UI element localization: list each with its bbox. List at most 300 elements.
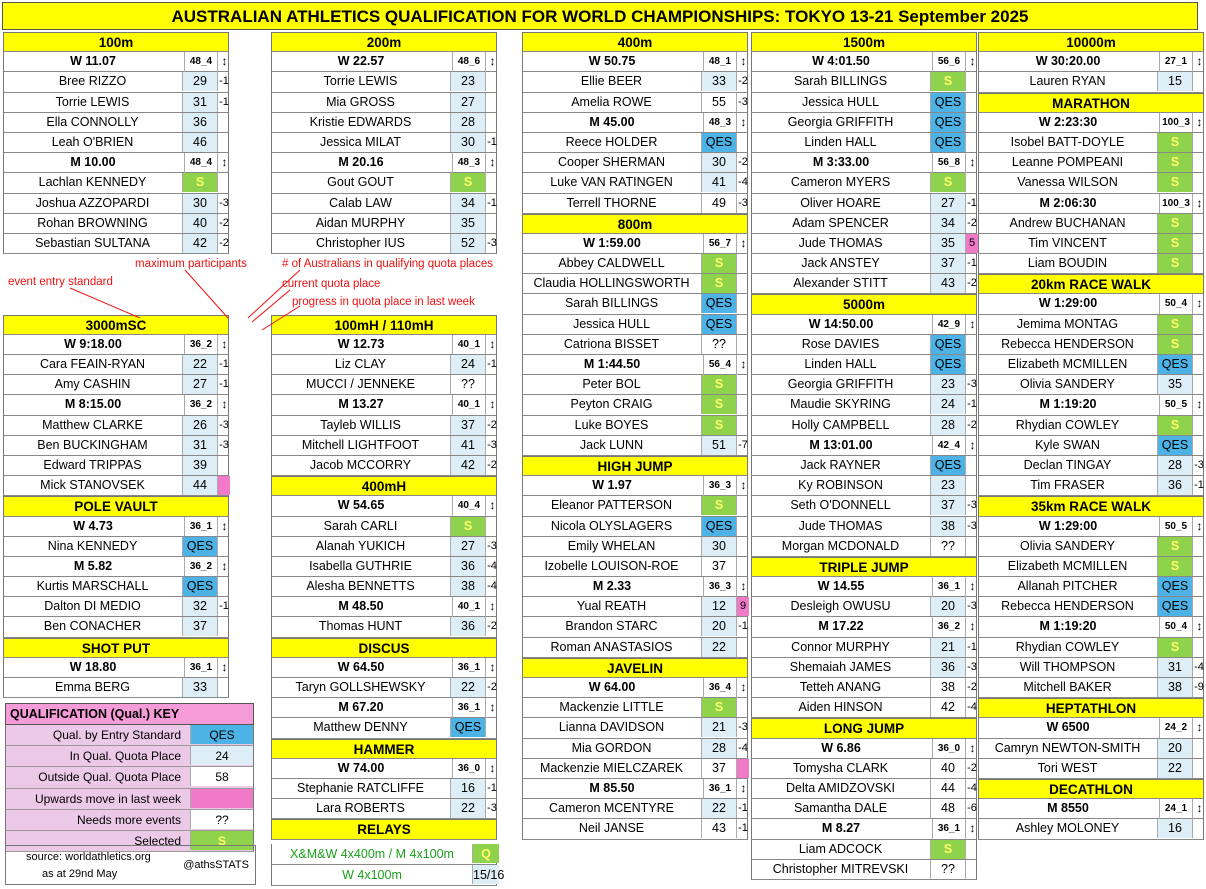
annotation-progress: progress in quota place in last week	[292, 296, 475, 308]
event-header: HAMMER	[271, 739, 497, 759]
qual-status: 37	[182, 617, 217, 636]
athlete-row	[3, 577, 229, 597]
athlete-name: Jack LUNN	[579, 437, 644, 452]
quota-move	[1192, 72, 1205, 91]
athlete-row	[522, 173, 748, 193]
updown-icon: ↕	[485, 335, 499, 355]
qual-status: 27	[930, 194, 965, 213]
event-header: POLE VAULT	[3, 496, 229, 516]
updown-icon: ↕	[736, 678, 750, 698]
athlete-row	[751, 395, 977, 415]
event-header: 5000m	[751, 294, 977, 314]
key-row	[5, 746, 254, 767]
athlete-name: Linden HALL	[804, 134, 877, 149]
entry-standard: W 64.50	[337, 659, 385, 674]
qual-status: 20	[701, 617, 736, 636]
athlete-row	[751, 355, 977, 375]
qual-status: QES	[930, 456, 965, 475]
entry-standard: W 50.75	[588, 54, 636, 69]
entry-standard: W 6.86	[821, 740, 861, 755]
athlete-row	[3, 355, 229, 375]
quota-code: 36_0	[932, 739, 965, 759]
quota-code: 36_2	[184, 557, 217, 577]
quota-move: -1	[736, 819, 749, 838]
athlete-name: Sarah CARLI	[323, 518, 398, 533]
athlete-row	[751, 496, 977, 516]
athlete-row	[978, 537, 1204, 557]
qual-status: ??	[930, 537, 965, 556]
quota-code: 24_2	[1159, 718, 1192, 738]
athlete-name: Bree RIZZO	[58, 74, 127, 89]
athlete-name: Luke BOYES	[574, 417, 649, 432]
quota-move: -2	[965, 678, 978, 697]
quota-move: -9	[1192, 678, 1205, 697]
quota-code: 56_7	[703, 234, 736, 254]
athlete-name: Amelia ROWE	[571, 94, 652, 109]
athlete-name: Thomas HUNT	[318, 619, 403, 634]
qual-status: 28	[701, 739, 736, 758]
qual-status: 22	[1157, 759, 1192, 778]
athlete-name: Declan TINGAY	[1023, 457, 1112, 472]
updown-icon: ↕	[1192, 52, 1206, 72]
athlete-row	[3, 617, 229, 637]
standard-row	[751, 153, 977, 173]
quota-move	[1192, 133, 1205, 152]
athlete-row	[978, 759, 1204, 779]
qual-status: 16	[1157, 819, 1192, 838]
standard-row	[978, 617, 1204, 637]
standard-row	[751, 819, 977, 839]
athlete-name: Brandon STARC	[565, 619, 658, 634]
updown-icon: ↕	[217, 395, 231, 415]
quota-move: -2	[736, 72, 749, 91]
qual-status: 42	[182, 234, 217, 253]
athlete-name: Liam ADCOCK	[798, 841, 883, 856]
relay-row	[271, 844, 497, 865]
entry-standard: M 8.27	[821, 821, 861, 836]
athlete-row	[978, 335, 1204, 355]
qual-status: S	[930, 840, 965, 859]
athlete-name: Mitchell LIGHTFOOT	[301, 437, 420, 452]
quota-code: 50_4	[1159, 617, 1192, 637]
quota-move: -2	[965, 214, 978, 233]
qual-status: S	[450, 173, 485, 192]
athlete-row	[751, 779, 977, 799]
athlete-row	[522, 153, 748, 173]
athlete-row	[3, 597, 229, 617]
qual-status: 37	[701, 759, 736, 778]
quota-move: -3	[736, 718, 749, 737]
athlete-row	[751, 698, 977, 718]
quota-move: -4	[485, 557, 498, 576]
standard-row	[978, 194, 1204, 214]
event-header: SHOT PUT	[3, 638, 229, 658]
athlete-row	[522, 759, 748, 779]
quota-move	[1192, 819, 1205, 838]
quota-move: -1	[217, 375, 230, 394]
standard-row	[978, 799, 1204, 819]
athlete-name: Luke VAN RATINGEN	[550, 175, 673, 190]
athlete-row	[522, 194, 748, 214]
athlete-name: Calab LAW	[329, 195, 392, 210]
qual-status: 33	[701, 72, 736, 91]
athlete-row	[751, 517, 977, 537]
qual-status: 40	[930, 759, 965, 778]
athlete-row	[751, 537, 977, 557]
athlete-row	[978, 173, 1204, 193]
quota-move	[736, 537, 749, 556]
quota-move: -6	[965, 799, 978, 818]
athlete-row	[271, 517, 497, 537]
athlete-name: Ashley MOLONEY	[1015, 821, 1120, 836]
standard-row	[522, 779, 748, 799]
athlete-name: Cameron MCENTYRE	[548, 801, 675, 816]
athlete-name: Ellie BEER	[580, 74, 643, 89]
updown-icon: ↕	[736, 577, 750, 597]
key-label: Qual. by Entry Standard	[52, 728, 181, 742]
quota-move	[1192, 315, 1205, 334]
event-header: 400mH	[271, 476, 497, 496]
updown-icon: ↕	[485, 597, 499, 617]
quota-move: -2	[736, 153, 749, 172]
athlete-row	[522, 274, 748, 294]
athlete-row	[522, 93, 748, 113]
qual-status: 46	[182, 133, 217, 152]
quota-move	[485, 517, 498, 536]
standard-row	[522, 355, 748, 375]
athlete-name: Aiden HINSON	[798, 700, 883, 715]
athlete-name: Izobelle LOUISON-ROE	[544, 558, 679, 573]
qual-status: 28	[1157, 456, 1192, 475]
qual-status: S	[1157, 537, 1192, 556]
athlete-row	[978, 557, 1204, 577]
quota-move: 9	[736, 597, 749, 616]
qual-status: QES	[701, 517, 736, 536]
quota-move	[485, 718, 498, 737]
athlete-name: Jessica HULL	[572, 316, 651, 331]
quota-code: 36_2	[184, 335, 217, 355]
athlete-name: Lara ROBERTS	[316, 801, 405, 816]
athlete-name: Abbey CALDWELL	[558, 256, 665, 271]
entry-standard: W 18.80	[69, 659, 117, 674]
athlete-name: Cooper SHERMAN	[558, 155, 665, 170]
athlete-row	[522, 436, 748, 456]
standard-row	[522, 234, 748, 254]
athlete-name: Aidan MURPHY	[315, 215, 406, 230]
qual-status: 36	[450, 557, 485, 576]
athlete-name: Adam SPENCER	[792, 215, 889, 230]
standard-row	[522, 52, 748, 72]
athlete-row	[751, 72, 977, 92]
entry-standard: M 8550	[1047, 801, 1089, 816]
relay-label: W 4x100m	[342, 868, 402, 883]
athlete-row	[751, 113, 977, 133]
athlete-name: Oliver HOARE	[800, 195, 881, 210]
athlete-name: Claudia HOLLINGSWORTH	[533, 276, 690, 291]
qual-status: S	[1157, 557, 1192, 576]
athlete-name: Connor MURPHY	[791, 639, 890, 654]
qual-status: 36	[450, 617, 485, 636]
quota-move	[965, 355, 978, 374]
athlete-row	[978, 476, 1204, 496]
quota-move	[736, 557, 749, 576]
athlete-name: Rhydian COWLEY	[1015, 417, 1120, 432]
updown-icon: ↕	[1192, 617, 1206, 637]
event-header: 1500m	[751, 32, 977, 52]
athlete-name: Andrew BUCHANAN	[1009, 215, 1126, 230]
qual-status: QES	[701, 294, 736, 313]
athlete-row	[271, 537, 497, 557]
quota-move	[1192, 234, 1205, 253]
updown-icon: ↕	[965, 153, 979, 173]
event-header: 35km RACE WALK	[978, 496, 1204, 516]
relay-row	[271, 865, 505, 886]
standard-row	[978, 294, 1204, 314]
athlete-row	[978, 133, 1204, 153]
athlete-row	[978, 254, 1204, 274]
entry-standard: M 48.50	[338, 599, 384, 614]
updown-icon: ↕	[485, 759, 499, 779]
athlete-name: Linden HALL	[804, 357, 877, 371]
quota-code: 36_1	[932, 577, 965, 597]
standard-row	[3, 395, 229, 415]
quota-code: 42_4	[932, 436, 965, 456]
entry-standard: W 4.73	[73, 518, 113, 533]
qual-status: QES	[1157, 597, 1192, 616]
athlete-name: Tim VINCENT	[1028, 235, 1107, 250]
event-header: HIGH JUMP	[522, 456, 748, 476]
athlete-name: Peter BOL	[582, 377, 641, 392]
qual-status: 38	[930, 678, 965, 697]
athlete-row	[271, 416, 497, 436]
quota-code: 36_1	[184, 517, 217, 537]
quota-move: -2	[217, 214, 230, 233]
key-sample: 24	[190, 746, 253, 765]
athlete-name: Mick STANOVSEK	[40, 478, 145, 493]
updown-icon: ↕	[1192, 799, 1206, 819]
quota-move: -4	[736, 173, 749, 192]
athlete-name: Roman ANASTASIOS	[550, 639, 673, 654]
athlete-name: Isobel BATT-DOYLE	[1010, 134, 1125, 149]
athlete-name: Jack RAYNER	[800, 457, 881, 472]
relays-table	[271, 844, 505, 886]
athlete-row	[271, 375, 497, 395]
key-sample: 58	[190, 767, 253, 786]
quota-move	[965, 537, 978, 556]
qual-status: ??	[701, 335, 736, 354]
standard-row	[3, 557, 229, 577]
qual-status: 22	[701, 799, 736, 818]
qual-status: 31	[182, 436, 217, 455]
athlete-row	[271, 577, 497, 597]
qual-status: 33	[182, 678, 217, 697]
qual-status: 20	[1157, 739, 1192, 758]
entry-standard: M 2.33	[592, 579, 632, 594]
athlete-row	[271, 355, 497, 375]
quota-move	[1192, 173, 1205, 192]
athlete-name: MUCCI / JENNEKE	[305, 377, 416, 392]
qual-status: QES	[930, 133, 965, 152]
athlete-row	[3, 375, 229, 395]
source-text: source: worldathletics.org	[26, 851, 151, 863]
quota-move	[1192, 759, 1205, 778]
athlete-name: Liz CLAY	[334, 357, 387, 371]
quota-move: -3	[217, 194, 230, 213]
athlete-row	[522, 617, 748, 637]
quota-code: 50_5	[1159, 395, 1192, 415]
event-header: DISCUS	[271, 638, 497, 658]
updown-icon: ↕	[217, 557, 231, 577]
athlete-name: Leanne POMPEANI	[1011, 155, 1124, 170]
standard-row	[978, 395, 1204, 415]
qual-status: 23	[450, 72, 485, 91]
qual-status: 20	[930, 597, 965, 616]
athlete-row	[978, 819, 1204, 839]
key-sample: S	[190, 831, 253, 850]
entry-standard: M 1:19:20	[1039, 619, 1097, 634]
athlete-row	[522, 395, 748, 415]
quota-code: 56_8	[932, 153, 965, 173]
athlete-name: Jack ANSTEY	[801, 256, 880, 271]
entry-standard: M 13.27	[338, 397, 384, 412]
athlete-row	[3, 436, 229, 456]
updown-icon: ↕	[485, 52, 499, 72]
updown-icon: ↕	[217, 153, 231, 173]
standard-row	[751, 577, 977, 597]
athlete-row	[751, 254, 977, 274]
athlete-row	[522, 335, 748, 355]
athlete-name: Sebastian SULTANA	[35, 235, 150, 250]
athlete-name: Reece HOLDER	[565, 134, 658, 149]
qual-status: 40	[182, 214, 217, 233]
event-header: JAVELIN	[522, 658, 748, 678]
qual-status: 43	[701, 819, 736, 838]
quota-move: -2	[965, 759, 978, 778]
quota-move	[965, 113, 978, 132]
entry-standard: M 10.00	[70, 155, 116, 170]
athlete-name: Samantha DALE	[793, 801, 888, 816]
entry-standard: M 45.00	[589, 114, 635, 129]
qual-status: 49	[701, 194, 736, 213]
entry-standard: W 30:20.00	[1035, 54, 1101, 69]
quota-code: 36_1	[452, 658, 485, 678]
athlete-name: Seth O'DONNELL	[790, 498, 891, 513]
event-header: 20km RACE WALK	[978, 274, 1204, 294]
entry-standard: M 20.16	[338, 155, 384, 170]
qual-status: 42	[930, 698, 965, 717]
event-header: MARATHON	[978, 93, 1204, 113]
quota-move: -4	[965, 698, 978, 717]
qual-status: S	[182, 173, 217, 192]
athlete-name: Isabella GUTHRIE	[309, 558, 412, 573]
qual-status: 35	[450, 214, 485, 233]
quota-move: -1	[217, 597, 230, 616]
updown-icon: ↕	[217, 335, 231, 355]
athlete-row	[751, 678, 977, 698]
athlete-row	[522, 416, 748, 436]
athlete-row	[522, 597, 748, 617]
qual-status: 12	[701, 597, 736, 616]
athlete-name: Shemaiah JAMES	[789, 659, 892, 674]
quota-code: 48_3	[703, 113, 736, 133]
entry-standard: W 74.00	[337, 760, 385, 775]
athlete-name: Desleigh OWUSU	[790, 599, 891, 614]
updown-icon: ↕	[736, 113, 750, 133]
qual-status: 15	[1157, 72, 1192, 91]
key-label: Upwards move in last week	[34, 791, 181, 806]
athlete-row	[522, 315, 748, 335]
quota-move: -1	[965, 254, 978, 273]
updown-icon: ↕	[485, 698, 499, 718]
athlete-name: Ky ROBINSON	[798, 478, 883, 493]
athlete-row	[751, 597, 977, 617]
standard-row	[751, 436, 977, 456]
quota-move	[736, 416, 749, 435]
athlete-row	[271, 456, 497, 476]
updown-icon: ↕	[965, 52, 979, 72]
athlete-row	[751, 234, 977, 254]
entry-standard: W 6500	[1046, 720, 1090, 735]
standard-row	[751, 52, 977, 72]
quota-code: 48_1	[703, 52, 736, 72]
updown-icon: ↕	[485, 153, 499, 173]
qual-status: 21	[701, 718, 736, 737]
qual-status: QES	[450, 718, 485, 737]
relay-status: Q	[472, 844, 499, 863]
quota-move	[1192, 153, 1205, 172]
quota-move: -3	[1192, 456, 1205, 475]
athlete-name: Edward TRIPPAS	[43, 457, 142, 472]
qual-status: QES	[930, 335, 965, 354]
athlete-row	[3, 537, 229, 557]
athlete-name: Matthew CLARKE	[42, 417, 143, 432]
athlete-row	[751, 133, 977, 153]
qual-status: S	[1157, 335, 1192, 354]
qual-status: QES	[930, 93, 965, 112]
athlete-name: Amy CASHIN	[54, 377, 131, 392]
quota-move: -3	[485, 799, 498, 818]
athlete-name: Matthew DENNY	[313, 720, 408, 735]
athlete-name: Jessica MILAT	[319, 134, 402, 149]
event-header: RELAYS	[271, 819, 497, 839]
quota-move	[736, 759, 749, 778]
quota-move	[736, 335, 749, 354]
qual-status: 37	[701, 557, 736, 576]
event-header: DECATHLON	[978, 779, 1204, 799]
qual-status: 22	[701, 638, 736, 657]
key-sample: QES	[190, 725, 253, 744]
key-sample	[190, 789, 253, 808]
quota-move: -3	[485, 436, 498, 455]
entry-standard: W 14:50.00	[808, 316, 874, 331]
updown-icon: ↕	[1192, 395, 1206, 415]
athlete-row	[522, 698, 748, 718]
updown-icon: ↕	[1192, 113, 1206, 133]
qual-status: 28	[450, 113, 485, 132]
qual-status: 41	[450, 436, 485, 455]
quota-move: -2	[965, 416, 978, 435]
quota-move: -1	[485, 194, 498, 213]
quota-move: -1	[736, 617, 749, 636]
athlete-name: Kyle SWAN	[1035, 437, 1100, 452]
athlete-name: Alanah YUKICH	[315, 538, 406, 553]
quota-code: 36_3	[703, 476, 736, 496]
updown-icon: ↕	[965, 739, 979, 759]
qual-status: 22	[450, 799, 485, 818]
quota-move: -1	[217, 355, 230, 374]
updown-icon: ↕	[217, 517, 231, 537]
event-header: 400m	[522, 32, 748, 52]
